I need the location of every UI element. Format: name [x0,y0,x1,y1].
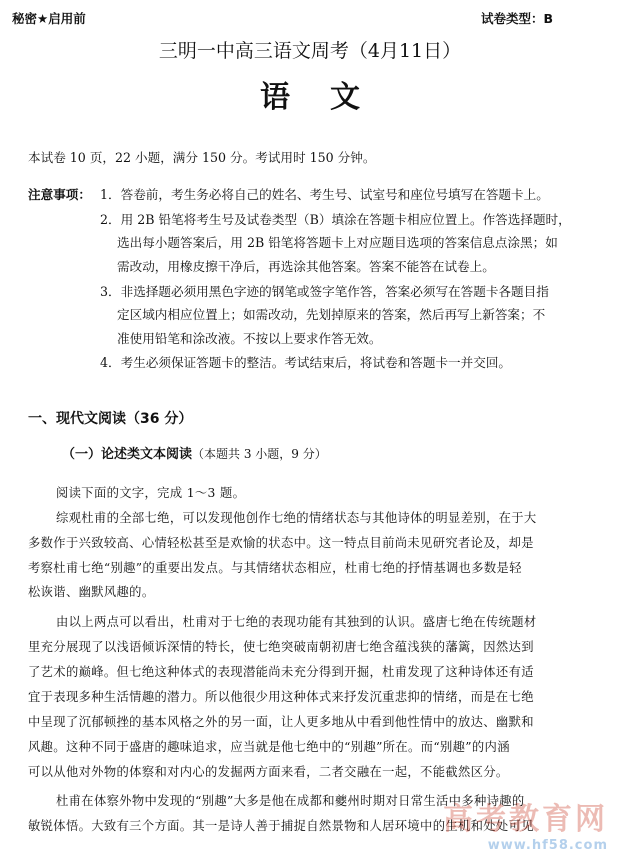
exam-title: 三明一中高三语文周考（4月11日） [158,40,462,62]
article-line: 风趣。这种不同于盛唐的趣味追求，应当就是他七绝中的“别趣”所在。而“别趣”的内涵 [28,740,510,754]
subsection-note: （本题共 3 小题，9 分） [192,447,327,461]
article-line: 里充分展现了以浅语倾诉深情的特长，使七绝突破南朝初唐七绝含蕴浅狭的藩篱，因然达到 [28,640,534,654]
article-line: 中呈现了沉郁顿挫的基本风格之外的另一面，让人更多地从中看到他性情中的放达、幽默和 [28,715,534,729]
subject-title: 语文 [260,80,400,115]
article-line: 了艺术的巅峰。但七绝这种体式的表现潜能尚未充分得到开掘，杜甫发现了这种诗体还有适 [28,665,534,679]
paper-type-label: 试卷类型：B [481,11,554,26]
notes-label: 注意事项： [28,187,91,202]
article-line: 杜甫在体察外物中发现的“别趣”大多是他在成都和夔州时期对日常生活中多种诗趣的 [56,794,525,808]
note-line: 1．答卷前，考生务必将自己的姓名、考生号、试室号和座位号填写在答题卡上。 [100,187,549,202]
article-lead: 阅读下面的文字，完成 1～3 题。 [56,486,246,500]
watermark-url: www.hf58.com [487,838,608,853]
article-line: 松诙谐、幽默风趣的。 [28,585,155,599]
note-line: 需改动，用橡皮擦干净后，再选涂其他答案。答案不能答在试卷上。 [117,259,495,274]
section-title: 一、现代文阅读（36 分） [28,411,193,427]
subsection-heading [62,443,327,462]
article-line: 可以从他对外物的体察和对内心的发掘两方面来看，二者交融在一起，不能截然区分。 [28,765,509,779]
article-line: 考察杜甫七绝“别趣”的重要出发点。与其情绪状态相应，杜甫七绝的抒情基调也多数是轻 [28,561,522,575]
article-line: 敏锐体悟。大致有三个方面。其一是诗人善于捕捉自然景物和人居环境中的生机和处处可见 [28,819,534,833]
article-line: 综观杜甫的全部七绝，可以发现他创作七绝的情绪状态与其他诗体的明显差别，在于大 [56,511,537,525]
note-line: 准使用铅笔和涂改液。不按以上要求作答无效。 [117,331,382,346]
subsection-title: （一）论述类文本阅读 [62,447,193,462]
note-line: 定区域内相应位置上；如需改动，先划掉原来的答案，然后再写上新答案；不 [117,307,546,322]
site-watermark [443,794,608,853]
exam-intro: 本试卷 10 页，22 小题，满分 150 分。考试用时 150 分钟。 [28,150,376,165]
article-line: 由以上两点可以看出，杜甫对于七绝的表现功能有其独到的认识。盛唐七绝在传统题材 [56,615,537,629]
article-line: 宜于表现多种生活情趣的潜力。所以他很少用这种体式来抒发沉重悲抑的情绪，而是在七绝 [28,690,534,704]
secret-label: 秘密★启用前 [12,11,86,26]
note-line: 3．非选择题必须用黑色字迹的钢笔或签字笔作答，答案必须写在答题卡各题目指 [100,284,549,299]
watermark-brand: 高考教育网 [443,802,608,837]
note-line: 4．考生必须保证答题卡的整洁。考试结束后，将试卷和答题卡一并交回。 [100,355,512,370]
note-line: 2．用 2B 铅笔将考生号及试卷类型（B）填涂在答题卡相应位置上。作答选择题时， [100,212,571,227]
note-line: 选出每小题答案后，用 2B 铅笔将答题卡上对应题目选项的答案信息点涂黑；如 [117,235,558,250]
article-line: 多数作于兴致较高、心情轻松甚至是欢愉的状态中。这一特点目前尚未见研究者论及，却是 [28,536,534,550]
